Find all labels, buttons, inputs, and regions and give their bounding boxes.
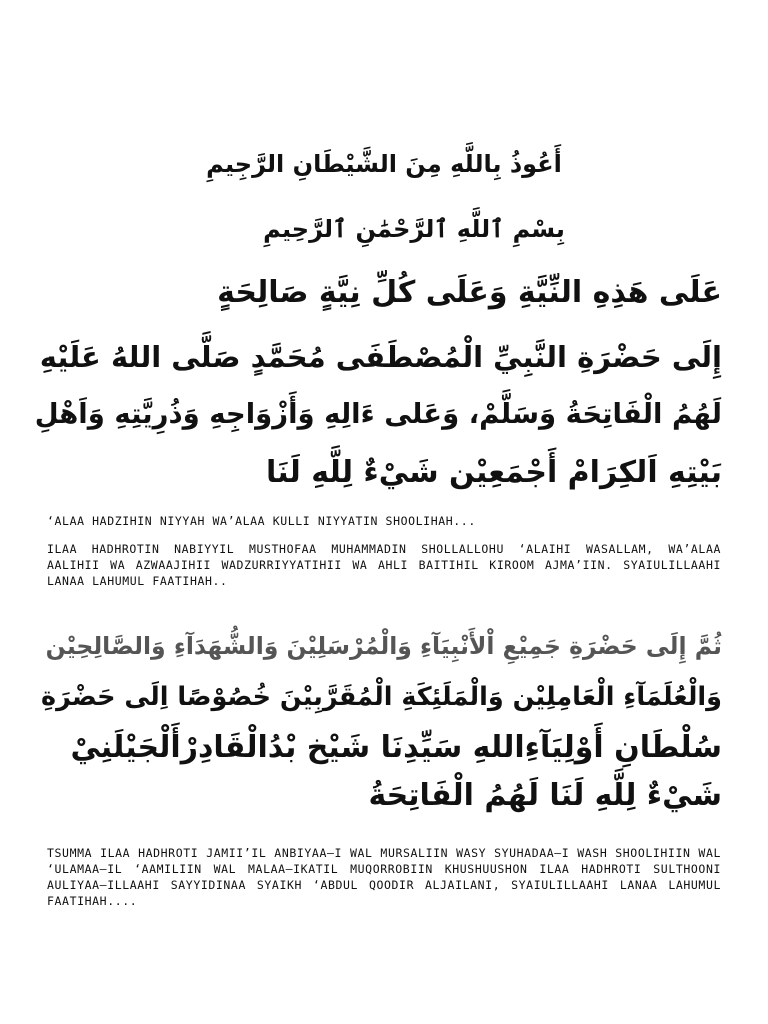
basmala-line: بِسْمِ ٱللَّهِ ٱلرَّحْمَٰنِ ٱلرَّحِيمِ — [263, 215, 565, 243]
arabic-line-1: عَلَى هَذِهِ النِّيَّةِ وَعَلَى كُلِّ نِيَّةٍ صَالِحَةٍ — [217, 275, 722, 310]
arabic-line-4: بَيْتِهِ اَلكِرَامْ أَجْمَعِيْن شَيْءٌ لِلَّهِ لَنَا — [266, 455, 722, 490]
transliteration-2: ILAA HADHROTIN NABIYYIL MUSTHOFAA MUHAMMADIN SHOLLALLOHU ‘ALAIHI WASALLAM, WA’ALAA AALIHII WA AZWAAJIHII WADZURRIYYATIHII WA AHLI BAITIHIL KIROOM AJMA’IIN. SYAIULILLAAHI LANAA LAHUMUL FAATIHAH.. — [47, 542, 721, 588]
transliteration-1: ‘ALAA HADZIHIN NIYYAH WA’ALAA KULLI NIYYATIN SHOOLIHAH... — [47, 514, 476, 528]
arabic-line-3: لَهُمُ الْفَاتِحَةُ وَسَلَّمْ، وَعَلى ءَالِهِ وَأَزْوَاجِهِ وَذُرِيَّتِهِ وَاَهْلِ — [34, 398, 722, 430]
arabic-line-5: ثُمَّ إِلَى حَضْرَةِ جَمِيْعِ اْلأَنْبِيَآءِ وَالْمُرْسَلِيْنَ وَالشُّهَدَآءِ وَالصَّالِحِيْن — [45, 632, 722, 660]
transliteration-3: TSUMMA ILAA HADHROTI JAMII’IL ANBIYAA–I WAL MURSALIIN WASY SYUHADAA–I WASH SHOOLIHIIN WAL ‘ULAMAA–IL ‘AAMILIIN WAL MALAA–IKATIL MUQORROBIIN KHUSHUUSHON ILAA HADHROTI SULTHOONI AULIYAA–ILLAAHI SAYYIDINAA SYAIKH ‘ABDUL QOODIR ALJAILANI, SYAIULILLAAHI LANAA LAHUMUL FAATIHAH.... — [47, 846, 721, 908]
taawwudh-line: أَعُوذُ بِاللَّهِ مِنَ الشَّيْطَانِ الرَّجِيمِ — [206, 150, 562, 178]
arabic-line-2: إِلَى حَضْرَةِ النَّبِيِّ الْمُصْطَفَى مُحَمَّدٍ صَلَّى اللهُ عَلَيْهِ — [39, 340, 722, 374]
arabic-line-6: وَالْعُلَمَآءِ الْعَامِلِيْن وَالْمَلَئِكَةِ الْمُقَرَّبِيْنَ خُصُوْصًا اِلَى حَضْرَةِ — [41, 682, 722, 712]
arabic-line-7: سُلْطَانِ أَوْلِيَآءِاللهِ سَيِّدِنَا شَيْخ بْدُالْقَادِرْأَلْجَيْلَنِيْ — [70, 730, 722, 765]
arabic-line-8: شَيْءٌ لِلَّهِ لَنَا لَهُمُ الْفَاتِحَةُ — [368, 778, 722, 813]
